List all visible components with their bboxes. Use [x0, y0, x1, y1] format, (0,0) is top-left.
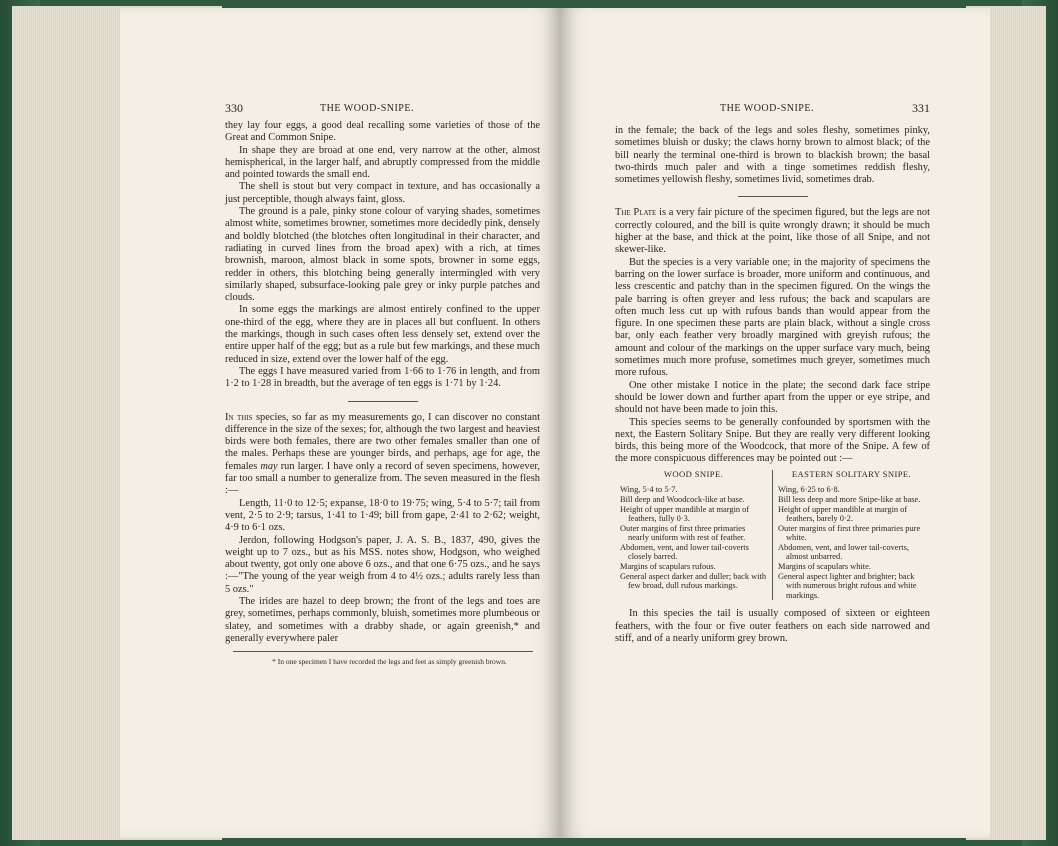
column-heading: EASTERN SOLITARY SNIPE. — [791, 468, 912, 479]
paragraph: But the species is a very variable one; in the majority of specimens the barring on the lower surface is broader, more uniform and continuous, and less crescentic and patchy than in the specimen figured. On the wings the pale barring is often greyer and less rufous; the back and scapulars are often much less cut up with rufous bands than would appear from the figure. In one specimen these parts are plain black, without a single cross bar, only each feather very broadly margined with greyish rufous; the amount and colour of the markings on the upper surface vary much, being sometimes much more profuse, sometimes much greyer, sometimes much more rufous. — [615, 256, 930, 379]
list-item: Margins of scapulars white. — [778, 562, 871, 572]
list-item: Abdomen, vent, and lower tail-coverts closely barred. — [620, 542, 749, 562]
wood-snipe-column — [615, 470, 772, 601]
list-item: Bill deep and Woodcock-like at base. — [620, 494, 745, 504]
list-item: Abdomen, vent, and lower tail-coverts, almost unbarred. — [778, 542, 909, 562]
left-running-head: THE WOOD-SNIPE. — [320, 103, 414, 114]
paragraph: in the female; the back of the legs and soles fleshy, sometimes pinky, sometimes bluish or dusky; the claws horny brown to almost black; of the bill nearly the terminal one-third is brown to blackish brown; the basal two-thirds much paler and with a tinge sometimes reddish fleshy, sometimes yellowish fleshy, sometimes livid, sometimes drab. — [615, 125, 930, 186]
list-item: Wing, 5·4 to 5·7. — [620, 485, 678, 495]
list-item: Margins of scapulars rufous. — [620, 562, 716, 572]
paragraph: The irides are hazel to deep brown; the front of the legs and toes are grey, sometimes, perhaps commonly, bluish, sometimes more plumbeous or slatey, and sometimes with a drabby shade, or again greenish,* and generally everywhere paler — [225, 595, 540, 644]
section-lead: The Plate — [615, 207, 657, 219]
right-page — [560, 8, 990, 838]
paragraph: they lay four eggs, a good deal recalling some varieties of those of the Great and Common Snipe. — [225, 120, 540, 144]
right-page-number: 331 — [912, 101, 930, 115]
right-page-body — [615, 125, 930, 645]
paragraph: The ground is a pale, pinky stone colour of varying shades, sometimes almost white, sometimes browner, sometimes more decidedly pink, densely and boldly blotched (the blotches often longitudinal in their character, and radiating in curved lines from the broad apex) with a rich, at times brownish, maroon, almost black in some spots, browner in some eggs, redder in others, this blotching being generally intermingled with very similarly shaped, subsurface-looking pale grey or inky purple patches and clouds. — [225, 206, 540, 304]
list-item: Outer margins of first three primaries nearly uniform with rest of feather. — [620, 523, 746, 543]
paragraph: In shape they are broad at one end, very narrow at the other, almost hemispherical, in the larger half, and abruptly compressed from the middle and pointed towards the small end. — [225, 144, 540, 181]
list-item: Height of upper mandible at margin of feathers, barely 0·2. — [778, 504, 908, 524]
footnote: * In one specimen I have recorded the legs and feet as simply greenish brown. — [272, 657, 507, 667]
paragraph: Jerdon, following Hodgson's paper, J. A. S. B., 1837, 490, gives the weight up to 7 ozs., but as his MSS. notes show, Hodgson, who weighed about twenty, got only one above 6 ozs., and that one 6·75 ozs., and he says :—"The young of the year weigh from 4 to 4½ ozs.; adults rarely less than 5 ozs." — [225, 534, 540, 595]
comparison-table — [615, 470, 930, 601]
right-running-head: THE WOOD-SNIPE. — [720, 103, 814, 114]
paragraph-sexes: In this species, so far as my measurements go, I can discover no constant difference in the size of the sexes; for, although the two largest and heaviest birds were both females, there are two other females smaller than one of the males. Perhaps these are younger birds, and perhaps, age for age, the females may run larger. I have only a record of seven specimens, however, far too small a number to generalize from. The seven measured in the flesh :— — [225, 411, 540, 497]
list-item: Bill less deep and more Snipe-like at base. — [778, 494, 921, 504]
left-page-body — [225, 120, 540, 668]
list-item: General aspect lighter and brighter; back with numerous bright rufous and white markings. — [778, 571, 917, 600]
paragraph: This species seems to be generally confounded by sportsmen with the next, the Eastern Solitary Snipe. But they are really very different looking birds, this being more of the Woodcock, that more of the Snipe. A few of the more conspicuous differences may be pointed out :— — [615, 416, 930, 465]
eastern-solitary-snipe-column — [772, 470, 930, 601]
paragraph: The eggs I have measured varied from 1·66 to 1·76 in length, and from 1·2 to 1·28 in breadth, but the average of ten eggs is 1·71 by 1·24. — [225, 365, 540, 390]
footnote-divider — [233, 651, 533, 652]
list-item: Height of upper mandible at margin of feathers, fully 0·3. — [620, 504, 750, 524]
section-divider — [348, 401, 418, 402]
list-item: Outer margins of first three primaries pure white. — [778, 523, 921, 543]
column-heading: WOOD SNIPE. — [663, 468, 724, 479]
left-page-number: 330 — [225, 101, 243, 115]
list-item: General aspect darker and duller; back with few broad, dull rufous markings. — [620, 571, 767, 591]
paragraph: In this species the tail is usually composed of sixteen or eighteen feathers, with the four or five outer feathers on each side narrowed and stiff, and of a nearly uniform grey brown. — [615, 608, 930, 645]
section-divider — [738, 196, 808, 197]
paragraph-plate: The Plate is a very fair picture of the specimen figured, but the legs are not correctly coloured, and the bill is quite wrongly drawn; it should be much higher at the base, and thick at the point, like those of all Snipe, and not skewer-like. — [615, 207, 930, 256]
section-lead: In this — [225, 411, 253, 423]
list-item: Wing, 6·25 to 6·8. — [778, 485, 840, 495]
paragraph: In some eggs the markings are almost entirely confined to the upper one-third of the egg, where they are in places all but confluent. In others the markings, though in such cases often less densely set, extend over the entire upper half of the egg; but as a rule but few markings, and these much reduced in size, extend over the lower half of the egg. — [225, 304, 540, 365]
paragraph: The shell is stout but very compact in texture, and has occasionally a just perceptible, though always faint, gloss. — [225, 181, 540, 205]
paragraph: One other mistake I notice in the plate; the second dark face stripe should be lower down and further apart from the upper or eye stripe, and should not have been made to join this. — [615, 379, 930, 416]
left-page — [120, 8, 560, 838]
paragraph-measurements: Length, 11·0 to 12·5; expanse, 18·0 to 19·75; wing, 5·4 to 5·7; tail from vent, 2·5 to 2·9; tarsus, 1·41 to 1·49; bill from gape, 2·41 to 2·62; weight, 4·9 to 6·1 ozs. — [225, 497, 540, 534]
